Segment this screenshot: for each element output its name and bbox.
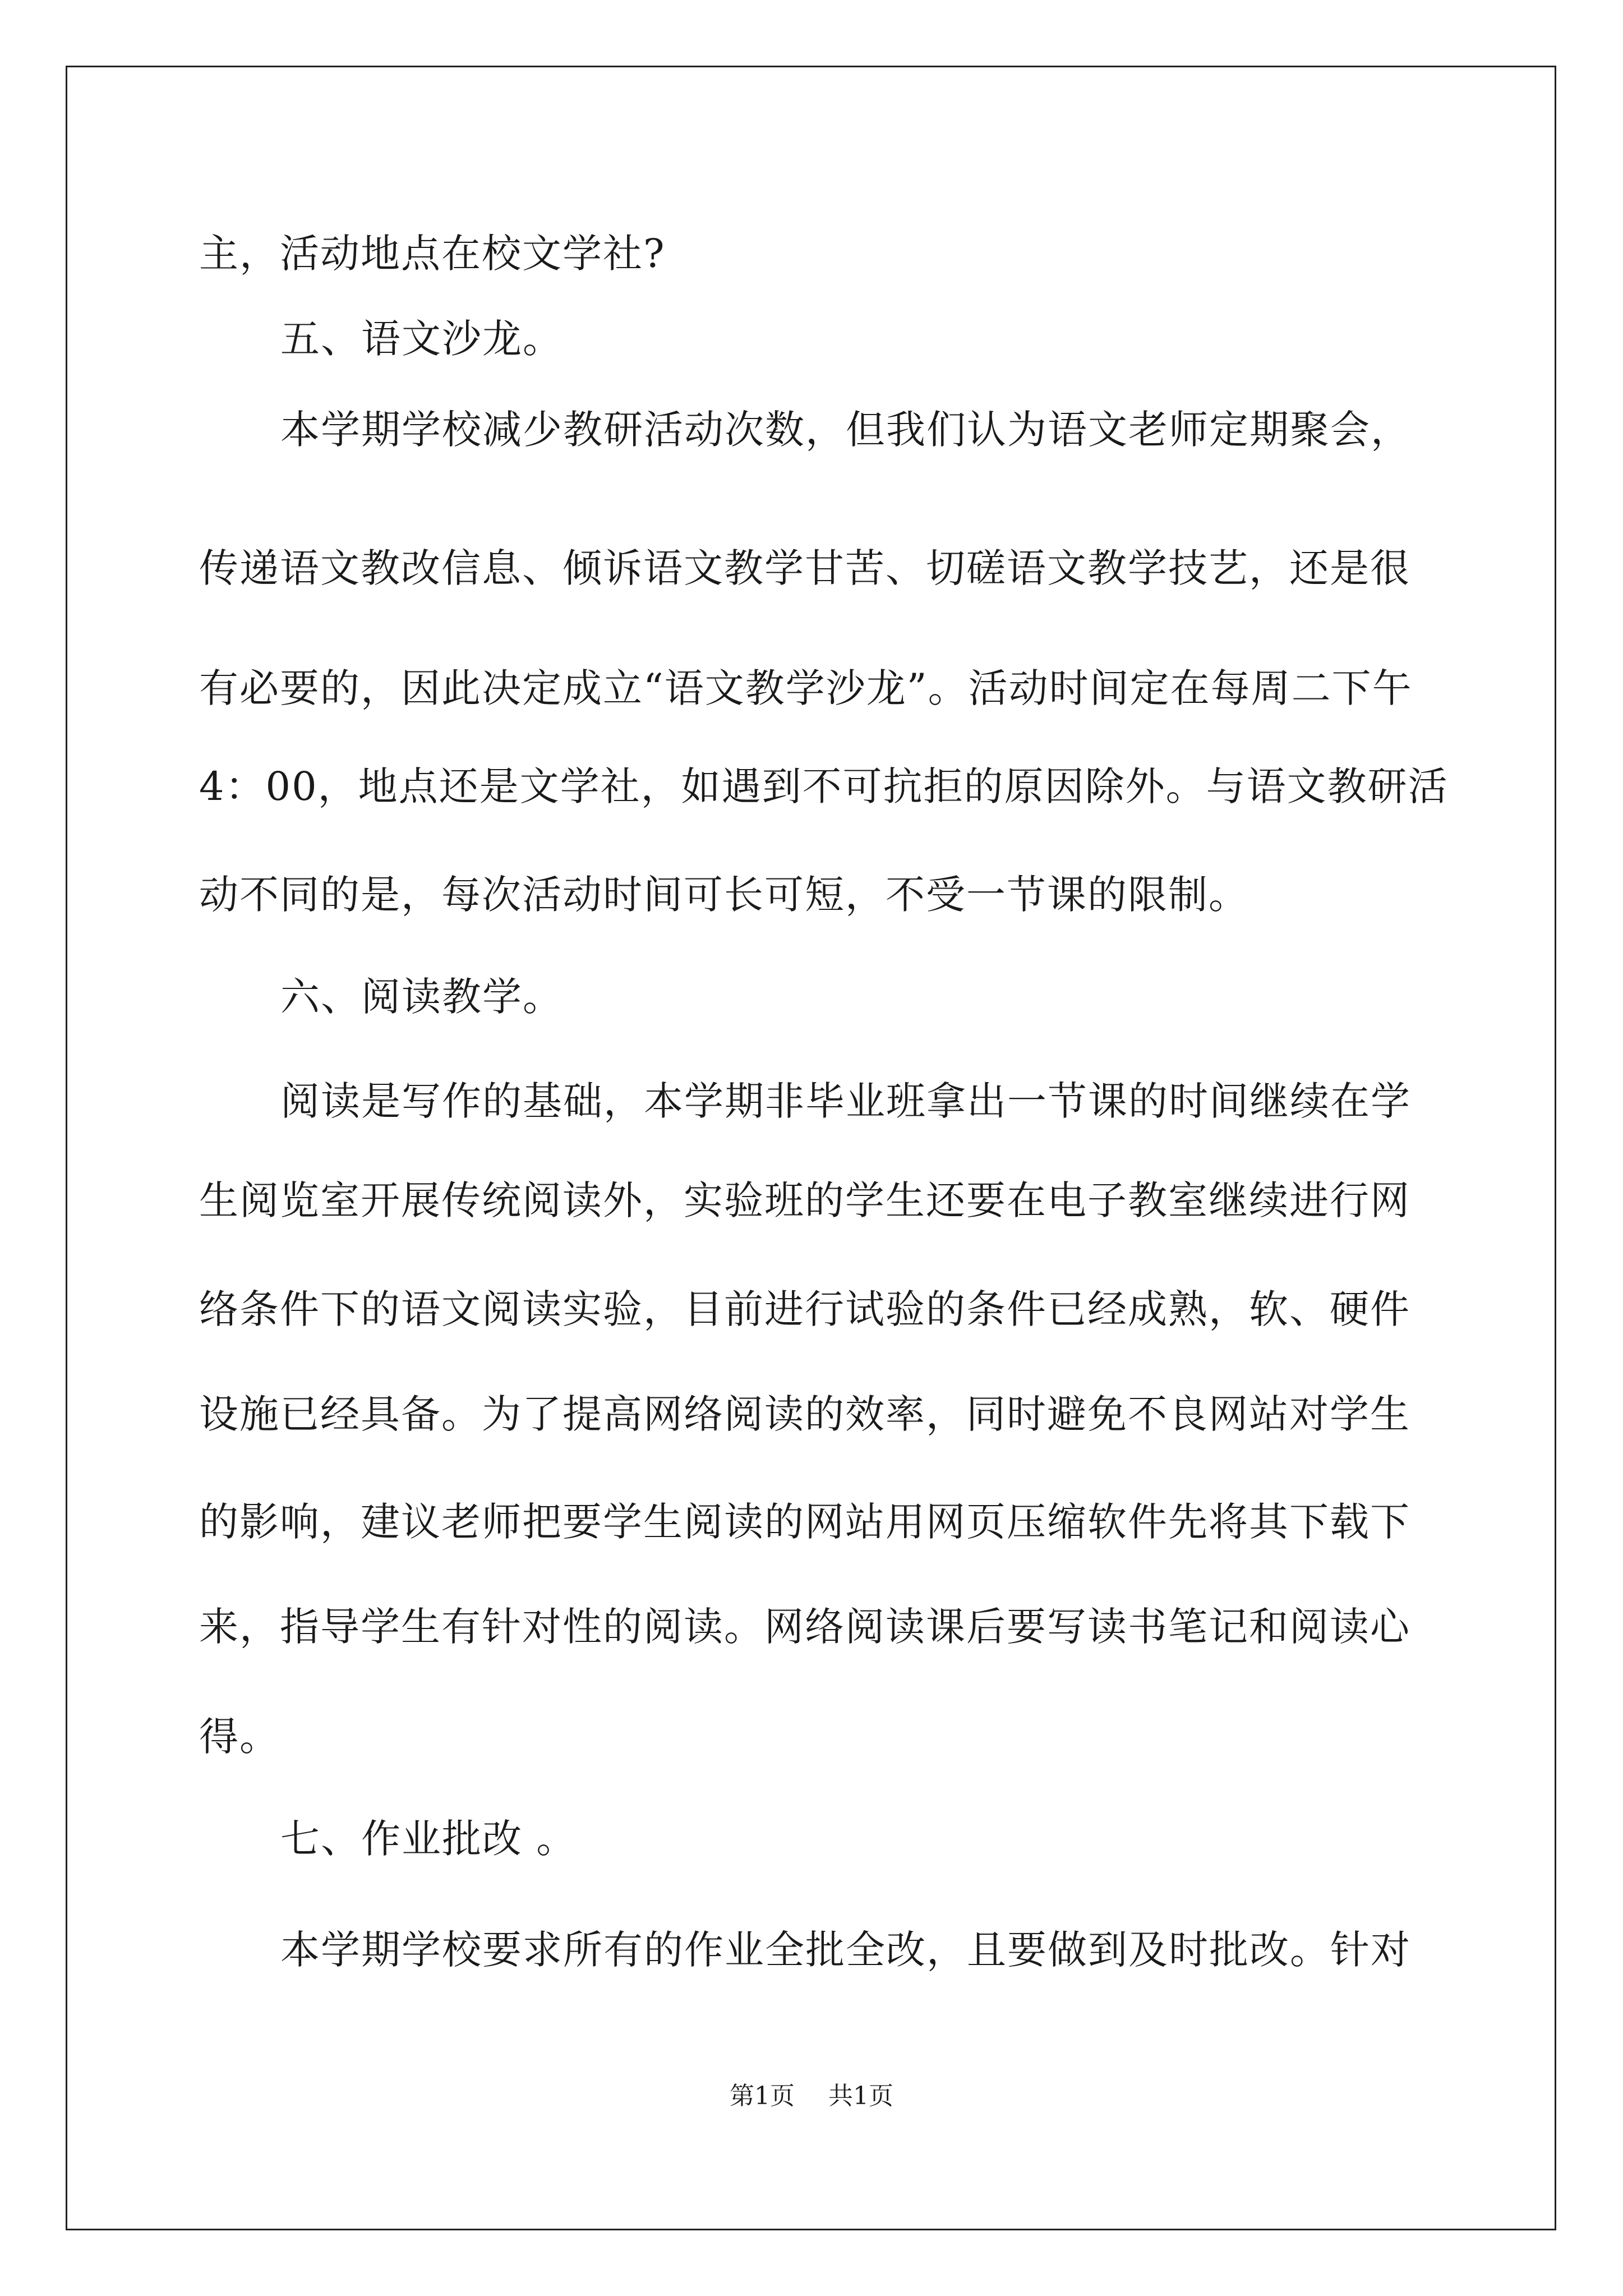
section-heading: 五、语文沙龙。 (280, 316, 563, 362)
text-line: 来，指导学生有针对性的阅读。网络阅读课后要写读书笔记和阅读心 (199, 1604, 1410, 1650)
text-line: 生阅览室开展传统阅读外，实验班的学生还要在电子教室继续进行网 (199, 1177, 1410, 1223)
page-footer (0, 2079, 1623, 2113)
text-line: 动不同的是，每次活动时间可长可短，不受一节课的限制。 (199, 872, 1249, 918)
page-border (66, 66, 1556, 2230)
text-line: 本学期学校减少教研活动次数，但我们认为语文老师定期聚会， (280, 407, 1411, 453)
text-line: 有必要的，因此决定成立“语文教学沙龙”。活动时间定在每周二下午 (199, 665, 1413, 711)
text-line: 得。 (199, 1714, 280, 1760)
text-line: 的影响，建议老师把要学生阅读的网站用网页压缩软件先将其下载下 (199, 1499, 1410, 1545)
text-line: 本学期学校要求所有的作业全批全改，且要做到及时批改。针对 (280, 1927, 1411, 1973)
page-total: 共1页 (828, 2082, 893, 2110)
text-line: 4：00，地点还是文学社，如遇到不可抗拒的原因除外。与语文教研活 (199, 763, 1449, 809)
text-line: 主，活动地点在校文学社? (199, 231, 666, 277)
page-number: 第1页 (730, 2082, 795, 2110)
text-line: 传递语文教改信息、倾诉语文教学甘苦、切磋语文教学技艺，还是很 (199, 545, 1410, 591)
text-line: 阅读是写作的基础，本学期非毕业班拿出一节课的时间继续在学 (280, 1078, 1411, 1124)
text-line: 络条件下的语文阅读实验，目前进行试验的条件已经成熟，软、硬件 (199, 1286, 1410, 1332)
section-heading: 六、阅读教学。 (280, 974, 563, 1020)
section-heading: 七、作业批改 。 (280, 1816, 577, 1862)
text-line: 设施已经具备。为了提高网络阅读的效率，同时避免不良网站对学生 (199, 1391, 1410, 1437)
